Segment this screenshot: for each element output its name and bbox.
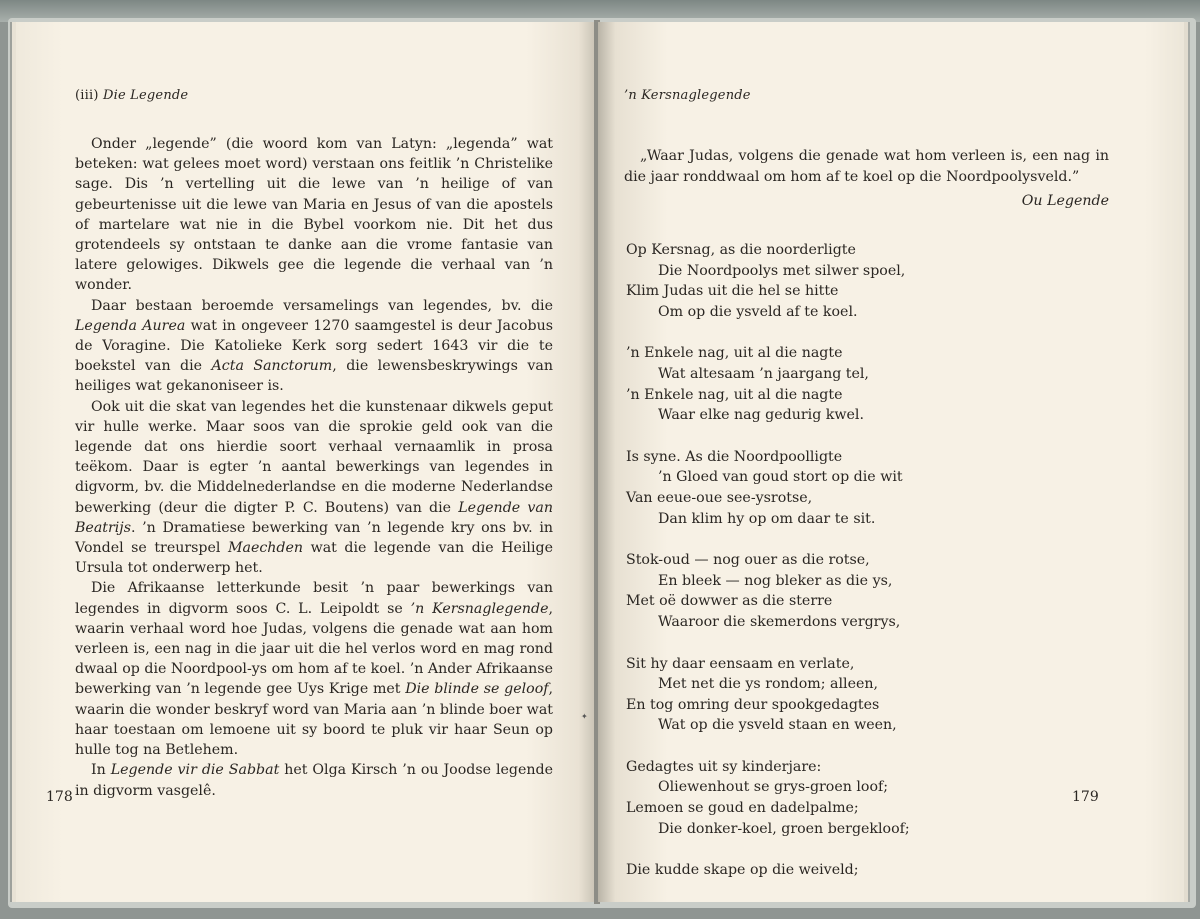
poem-line: Wat altesaam ’n jaargang tel, <box>658 365 869 382</box>
poem-line: Wat op die ysveld staan en ween, <box>658 717 897 734</box>
poem-line: Op Kersnag, as die noorderligte <box>626 242 856 258</box>
text-run: In <box>91 762 111 779</box>
left-page <box>16 22 596 902</box>
epigraph-attribution: Ou Legende <box>1021 193 1109 209</box>
poem-line: Die Noordpoolys met silwer spoel, <box>658 262 906 279</box>
italic-title: Acta Sanctorum <box>211 358 333 375</box>
epigraph-text: „Waar Judas, volgens die genade wat hom verleen is, een nag in die jaar ronddwaal om hom af te koel op die Noordpoolysveld.” <box>624 148 1109 185</box>
italic-title: ’n Kersnaglegende <box>410 600 549 617</box>
text-run: Onder „legende” (die woord kom van Latyn: „legenda” wat beteken: wat gelees moet word) verstaan ons feitlik ’n Christelike sage. Dis ’n vertelling uit die lewe van ’n heilige of van gebeurtenisse uit die lewe van Maria en Jesus of van die apostels of martelare wat nie in die Bybel voorkom nie. Dit het dus grotendeels sy ontstaan te danke aan die vrome fantasie van latere gelowiges. Dikwels gee die legende die verhaal van ’n wonder. <box>75 136 553 294</box>
poem-title: ’n Kersnaglegende <box>624 88 751 103</box>
text-run: wat in ongeveer 1270 saamgestel is deur Jacobus de Voragine. Die Katolieke Kerk sorg sedert 1643 vir die te boekstel van die <box>75 317 553 375</box>
poem-body <box>626 240 1096 902</box>
poem-line: Sit hy daar eensaam en verlate, <box>626 655 855 672</box>
section-number: (iii) <box>75 88 99 103</box>
text-run: Ook uit die skat van legendes het die kunstenaar dikwels geput vir hulle werke. Maar soos van die sprokie geld ook van die legende dat ons hierdie soort verhaal vernaamlik in prosa teëkom. Daar is egter ’n aantal bewerkings van legendes in digvorm, bv. die Middelnederlandse en die moderne Nederlandse bewerking (deur die digter P. C. Boutens) van die <box>75 398 553 516</box>
poem-line: ’n Gloed van goud stort op die wit <box>658 469 903 486</box>
poem-line: Met net die ys rondom; alleen, <box>658 676 879 693</box>
stanza <box>626 447 1096 529</box>
text-run: Die Afrikaanse letterkunde besit ’n paar bewerkings van legendes in digvorm soos C. L. Leipoldt se <box>75 580 553 617</box>
poem-line: En bleek — nog bleker as die ys, <box>658 572 893 589</box>
stanza <box>626 550 1096 632</box>
paragraph <box>75 397 553 579</box>
paragraph <box>75 296 553 397</box>
ink-speck: ✦ <box>581 712 588 721</box>
poem-line: Dan klim hy op om daar te sit. <box>658 510 876 527</box>
poem-line: En tog omring deur spookgedagtes <box>626 696 880 713</box>
text-run: . ’n Dramatiese bewerking van ’n legende kry ons bv. in Vondel se treurspel <box>75 519 553 557</box>
text-run: Daar bestaan beroemde versamelings van legendes, bv. die <box>91 297 553 314</box>
poem-line: Waar elke nag gedurig kwel. <box>658 407 864 424</box>
text-run: , waarin verhaal word hoe Judas, volgens die genade wat aan hom verleen is, een nag in die jaar uit die hel verlos word en mag rond dwaal op die Noordpool-ys om hom af te koel. ’n Ander Afrikaanse bewerking van ’n legende gee Uys Krige met <box>75 600 553 698</box>
poem-line: Die kudde skape op die weiveld; <box>626 862 859 879</box>
poem-line: Om op die ysveld af te koel. <box>658 303 858 320</box>
italic-title: Legende van Beatrijs <box>75 499 553 536</box>
poem-line: Lemoen se goud en dadelpalme; <box>626 800 859 817</box>
italic-title: Maechden <box>227 540 304 557</box>
stanza <box>626 343 1096 425</box>
italic-title: Die blinde se geloof <box>405 681 549 698</box>
running-head-left <box>75 88 188 103</box>
epigraph <box>624 146 1109 212</box>
paragraph <box>75 578 553 760</box>
poem-line: Klim Judas uit die hel se hitte <box>626 283 839 300</box>
stanza <box>626 240 1096 322</box>
text-run: het Olga Kirsch ’n ou Joodse legende in digvorm vasgelê. <box>75 762 553 799</box>
stanza <box>626 860 1096 881</box>
poem-line: Oliewenhout se grys-groen loof; <box>658 779 889 796</box>
stanza <box>626 654 1096 736</box>
poem-line: Gedagtes uit sy kinderjare: <box>626 758 822 775</box>
section-title: Die Legende <box>102 88 189 103</box>
page-number-right: 179 <box>1072 789 1099 805</box>
italic-title: Legende vir die Sabbat <box>110 762 280 779</box>
paragraph <box>75 134 553 296</box>
poem-line: ’n Enkele nag, uit al die nagte <box>626 345 843 362</box>
text-run: , die lewensbeskrywings van heiliges wat gekanoniseer is. <box>75 358 553 395</box>
page-number-left: 178 <box>46 789 73 805</box>
stanza <box>626 757 1096 839</box>
italic-title: Legenda Aurea <box>75 317 186 334</box>
running-head-right <box>624 88 751 103</box>
poem-line: Is syne. As die Noordpoolligte <box>626 448 843 465</box>
text-run: wat die legende van die Heilige Ursula tot onderwerp het. <box>75 540 553 577</box>
poem-line: ’n Enkele nag, uit al die nagte <box>626 386 843 403</box>
poem-line: Met oë dowwer as die sterre <box>626 593 833 610</box>
poem-line: Die donker-koel, groen bergekloof; <box>658 820 910 837</box>
poem-line: Van eeue-oue see-ysrotse, <box>626 489 813 506</box>
poem-line: Stok-oud — nog ouer as die rotse, <box>626 552 870 569</box>
poem-line: Waaroor die skemerdons vergrys, <box>658 613 901 630</box>
paragraph <box>75 760 553 800</box>
text-run: , waarin die wonder beskryf word van Maria aan ’n blinde boer wat haar toestaan om lemoene uit sy boord te pluk vir haar Seun op hulle tog na Betlehem. <box>75 681 554 759</box>
right-page <box>598 22 1180 902</box>
prose-body <box>75 134 553 801</box>
